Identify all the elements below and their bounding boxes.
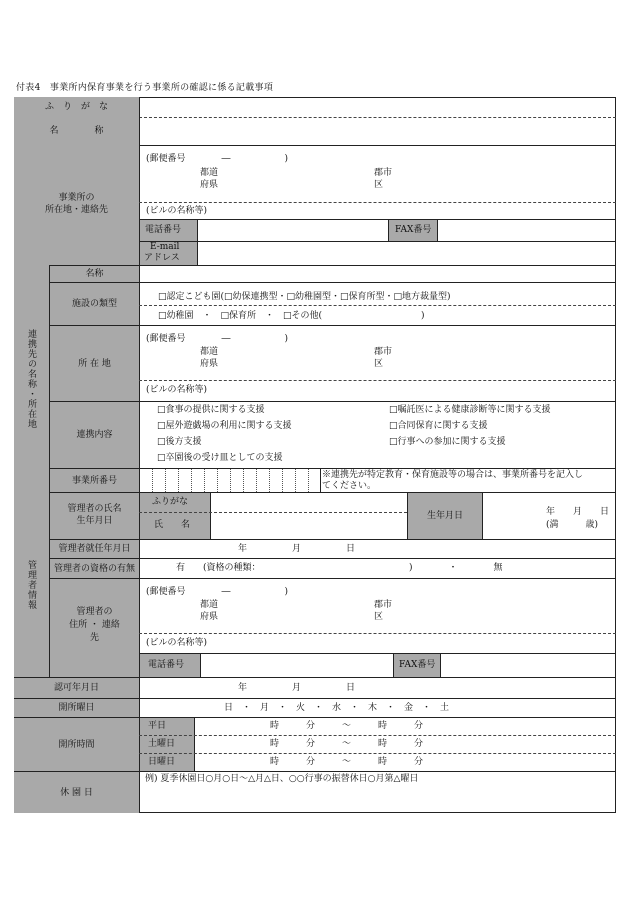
- city-label: 区: [374, 180, 384, 190]
- facility-type-row1[interactable]: □認定こども園(□幼保連携型・□幼稚園型・□保育所型・□地方裁量型): [158, 292, 451, 302]
- hours-saturday-value[interactable]: 時 分 ～ 時 分: [270, 739, 424, 749]
- manager-name-field[interactable]: [211, 513, 407, 539]
- label-holidays: 休 園 日: [14, 772, 139, 813]
- label-hours-days: [140, 718, 194, 771]
- label-manager-furigana: ふりがな 氏 名: [140, 493, 210, 539]
- email-field[interactable]: [198, 242, 615, 265]
- form-table: [14, 97, 616, 813]
- label-furigana: ふ り が な: [14, 97, 139, 117]
- approval-date-value[interactable]: 年 月 日: [238, 683, 356, 693]
- birthdate-value[interactable]: 年 月 日: [546, 507, 610, 517]
- business-number-note: ※連携先が特定教育・保育施設等の場合は、事業所番号を記入し: [322, 470, 584, 480]
- label-opening-days: 開所曜日: [14, 699, 139, 717]
- divider: [139, 753, 616, 754]
- prefecture-label: 都道: [200, 347, 219, 357]
- label-tel: 電話番号: [140, 220, 197, 241]
- facility-type-row2[interactable]: □幼稚園 ・ □保育所 ・ □その他( ): [158, 311, 425, 321]
- furigana-field[interactable]: [140, 98, 615, 116]
- city-label: 区: [374, 359, 384, 369]
- city-label: 郡市: [374, 600, 393, 610]
- page-title: 付表4 事業所内保育事業を行う事業所の確認に係る記載事項: [16, 83, 274, 93]
- prefecture-label: 都道: [200, 600, 219, 610]
- holiday-example[interactable]: 例) 夏季休園日○月○日～△月△日、○○行事の振替休日○月第△曜日: [145, 774, 419, 784]
- label-name: 名 称: [14, 117, 139, 145]
- prefecture-label: 府県: [200, 612, 219, 622]
- label-partner-name: 名称: [50, 266, 139, 282]
- tel-field[interactable]: [198, 220, 388, 241]
- manager-tel-field[interactable]: [201, 654, 393, 677]
- coop-doctor-support[interactable]: □嘱託医による健康診断等に関する支援: [389, 405, 551, 415]
- business-number-note: てください。: [322, 481, 377, 491]
- building-name-label: (ビルの名称等): [146, 638, 208, 648]
- coop-meal-support[interactable]: □食事の提供に関する支援: [157, 405, 265, 415]
- age-value: (満 歳): [546, 520, 599, 530]
- label-fax: FAX番号: [389, 220, 437, 241]
- postal-code: (郵便番号 ― ): [146, 154, 289, 164]
- divider: [388, 219, 389, 241]
- label-business-number: 事業所番号: [50, 469, 139, 492]
- label-approval-date: 認可年月日: [14, 678, 139, 698]
- building-name-label: (ビルの名称等): [146, 206, 208, 216]
- label-email: E-mail アドレス: [140, 242, 197, 265]
- label-opening-hours: 開所時間: [14, 718, 139, 771]
- divider: [139, 97, 140, 813]
- label-manager-tel: 電話番号: [140, 654, 200, 677]
- partner-name-field[interactable]: [140, 266, 615, 282]
- hours-day-label: 日曜日: [148, 757, 176, 767]
- manager-furigana-field[interactable]: [211, 493, 407, 512]
- divider: [139, 380, 616, 381]
- label-office-address: 事業所の 所在地・連絡先: [14, 145, 139, 265]
- coop-graduate-support[interactable]: □卒園後の受け皿としての支援: [157, 453, 283, 463]
- fax-field[interactable]: [438, 220, 615, 241]
- business-number-field[interactable]: [140, 469, 320, 492]
- divider: [482, 492, 483, 539]
- label-manager-name: 管理者の氏名 生年月日: [50, 493, 139, 539]
- divider: [194, 717, 195, 771]
- hours-day-label: 平日: [148, 721, 167, 731]
- label-manager-address: 管理者の 住所 ・ 連絡 先: [50, 579, 139, 677]
- postal-code: (郵便番号 ― ): [146, 587, 289, 597]
- coop-backup-support[interactable]: □後方支援: [157, 437, 202, 447]
- divider: [139, 633, 616, 634]
- divider: [139, 202, 616, 203]
- coop-event-support[interactable]: □行事への参加に関する支援: [389, 437, 506, 447]
- label-cooperation-contents: 連携内容: [50, 402, 139, 468]
- weekday-options[interactable]: 日 ・ 月 ・ 火 ・ 水 ・ 木 ・ 金 ・ 土: [224, 703, 450, 713]
- prefecture-label: 府県: [200, 180, 219, 190]
- manager-fax-field[interactable]: [441, 654, 615, 677]
- city-label: 郡市: [374, 347, 393, 357]
- divider: [139, 305, 616, 306]
- appointment-date-value[interactable]: 年 月 日: [238, 544, 356, 554]
- name-field[interactable]: [140, 118, 615, 144]
- city-label: 郡市: [374, 168, 393, 178]
- qualification-value[interactable]: 有 (資格の種類： ) ・ 無: [176, 563, 503, 573]
- divider: [139, 735, 616, 736]
- label-manager-group: 管理者情報: [14, 492, 49, 677]
- city-label: 区: [374, 612, 384, 622]
- prefecture-label: 都道: [200, 168, 219, 178]
- hours-day-label: 土曜日: [148, 739, 176, 749]
- label-appointment-date: 管理者就任年月日: [50, 540, 139, 558]
- postal-code: (郵便番号 ― ): [146, 334, 289, 344]
- hours-weekday-value[interactable]: 時 分 ～ 時 分: [270, 721, 424, 731]
- coop-playground-support[interactable]: □屋外遊戯場の利用に関する支援: [157, 421, 292, 431]
- prefecture-label: 府県: [200, 359, 219, 369]
- label-qualification: 管理者の資格の有無: [50, 559, 139, 578]
- label-manager-fax: FAX番号: [394, 654, 440, 677]
- label-partner-group: 連携先の名称・所在地: [14, 265, 49, 492]
- label-partner-address: 所 在 地: [50, 326, 139, 401]
- hours-sunday-value[interactable]: 時 分 ～ 時 分: [270, 757, 424, 767]
- label-birthdate: 生年月日: [408, 493, 482, 539]
- divider: [320, 468, 321, 492]
- building-name-label: (ビルの名称等): [146, 385, 208, 395]
- label-facility-type: 施設の類型: [50, 283, 139, 325]
- coop-joint-care-support[interactable]: □合同保育に関する支援: [389, 421, 488, 431]
